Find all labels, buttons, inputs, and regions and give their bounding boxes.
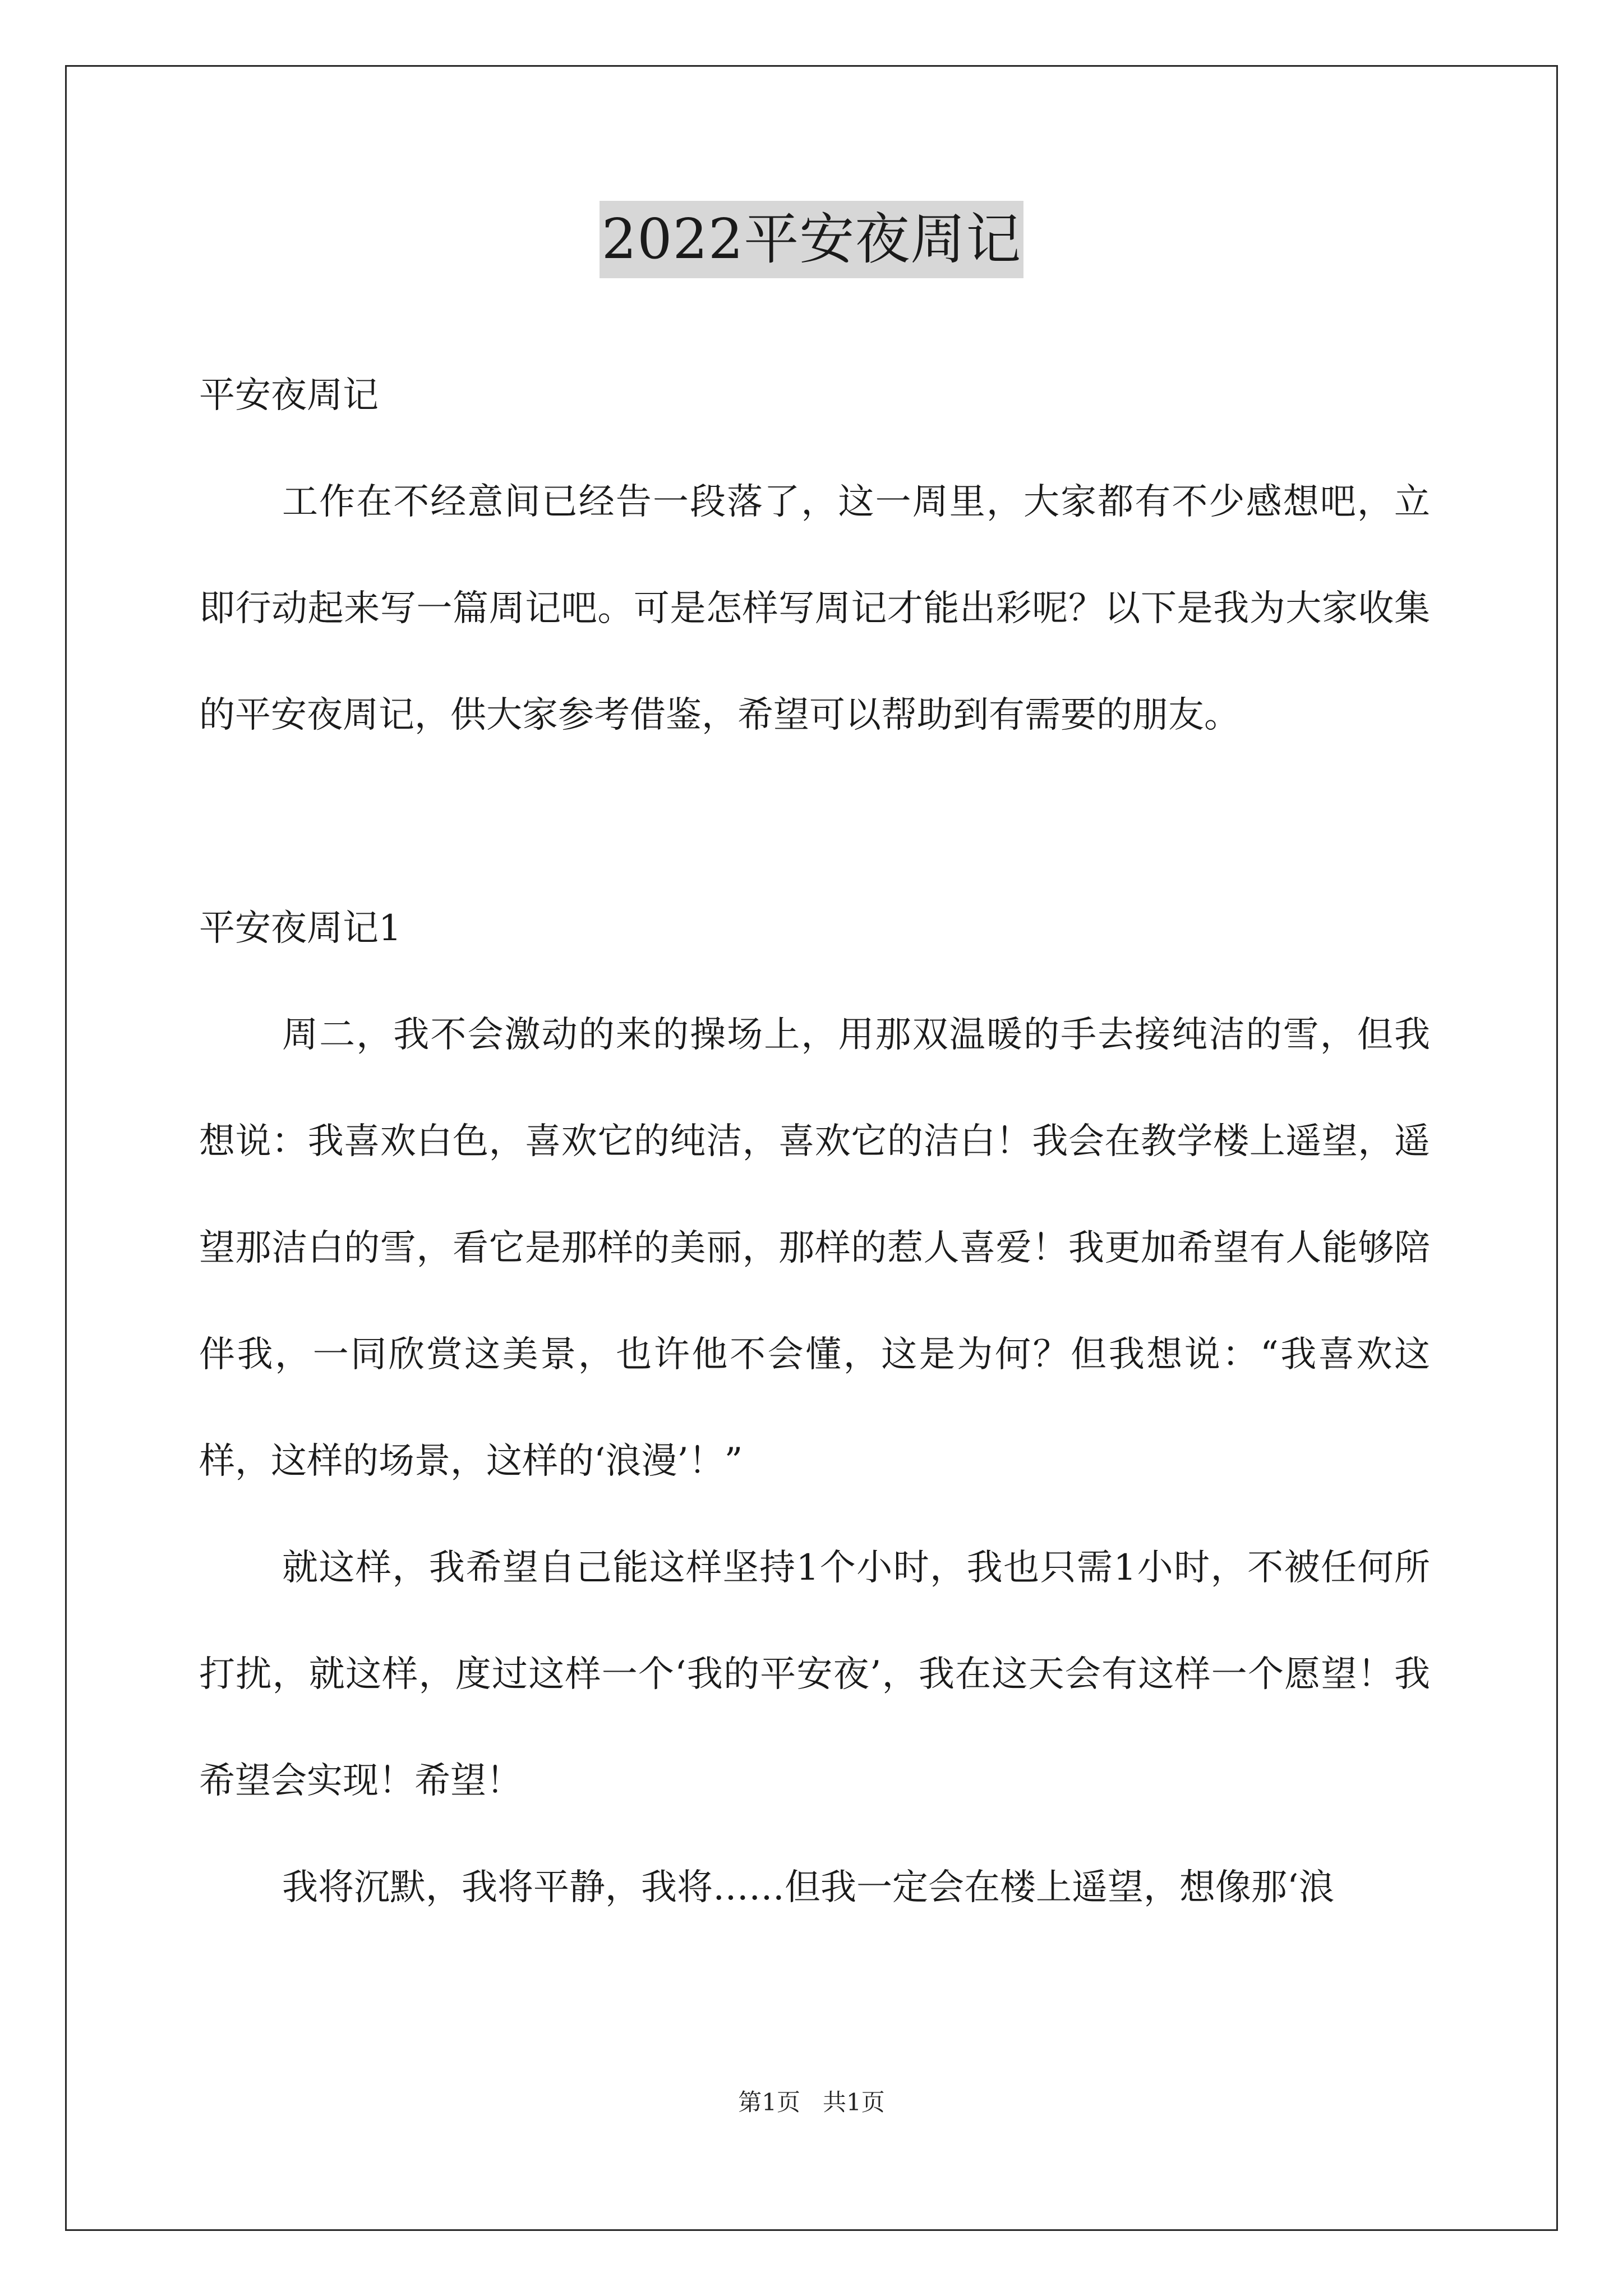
body-paragraph: 就这样，我希望自己能这样坚持1个小时，我也只需1小时，不被任何所打扰，就这样，度过这样一个‘我的平安夜’，我在这天会有这样一个愿望！我希望会实现！希望！ <box>199 1547 1430 1802</box>
section-heading: 平安夜周记 <box>199 375 379 416</box>
document-body <box>199 342 1430 1941</box>
section-heading: 平安夜周记1 <box>199 908 402 949</box>
page-number: 第1页 <box>738 2088 800 2116</box>
body-paragraph: 我将沉默，我将平静，我将……但我一定会在楼上遥望，想像那‘浪 <box>282 1867 1335 1908</box>
body-paragraph: 周二，我不会激动的来的操场上，用那双温暖的手去接纯洁的雪，但我想说：我喜欢白色，喜欢它的纯洁，喜欢它的洁白！我会在教学楼上遥望，遥望那洁白的雪，看它是那样的美丽，那样的惹人喜爱！我更加希望有人能够陪伴我，一同欣赏这美景，也许他不会懂，这是为何？但我想说：“我喜欢这样，这样的场景，这样的‘浪漫’！” <box>199 1014 1430 1482</box>
intro-paragraph: 工作在不经意间已经告一段落了，这一周里，大家都有不少感想吧，立即行动起来写一篇周记吧。可是怎样写周记才能出彩呢？以下是我为大家收集的平安夜周记，供大家参考借鉴，希望可以帮助到有需要的朋友。 <box>199 481 1430 736</box>
section-spacer <box>199 769 1430 875</box>
page-footer <box>0 2084 1623 2118</box>
document-title: 2022平安夜周记 <box>600 201 1023 278</box>
title-container <box>0 201 1623 278</box>
page-total: 共1页 <box>823 2088 885 2116</box>
